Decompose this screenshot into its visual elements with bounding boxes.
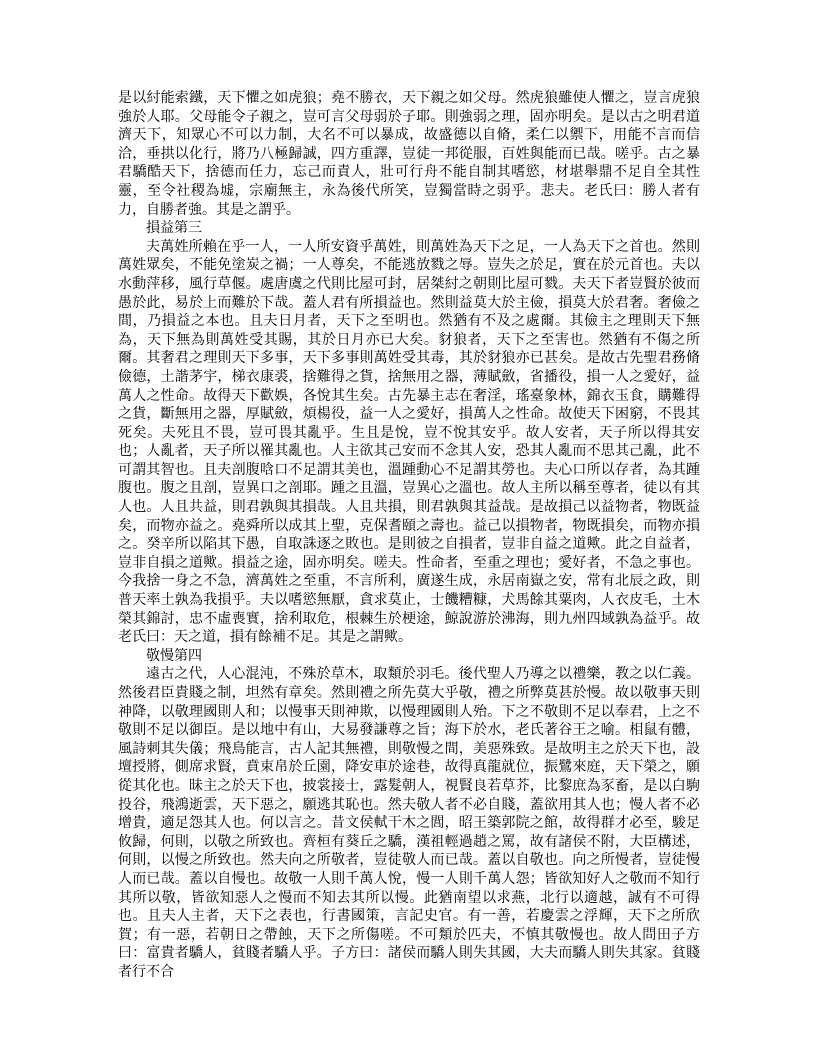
section-heading-sunyi-3: 損益第三 xyxy=(146,221,202,237)
paragraph-sunyi-3: 夫萬姓所賴在乎一人，一人所安資乎萬姓，則萬姓為天下之足，一人為天下之首也。然則萬姓眾矣，不能免塗炭之禍；一人尊矣，不能逃放戮之辱。豈失之於足，實在於元首也。夫以水動萍移，風行草偃。處唐虞之代則比屋可封，居桀紂之朝則比屋可戮。夫天下者豈賢於彼而愚於此，易於上而難於下哉。蓋人君有所損益也。然則益莫大於主儉，損莫大於君奢。奢儉之間，乃損益之本也。且夫日月者，天下之至明也。然猶有不及之處爾。其儉主之理則天下無為，天下無為則萬姓受其賜，其於日月亦已大矣。豺狼者，天下之至害也。然猶有不傷之所爾。其奢君之理則天下多事，天下多事則萬姓受其毒，其於豺狼亦已甚矣。是故古先聖君務脩儉德，土諧茅宇，梯衣康裘，捨難得之貨，捨無用之器，薄賦斂，省播役，損一人之愛好，益萬人之性命。故得天下歡娛，各悅其生矣。古先暴主志在奢淫，瑤臺象林，錦衣玉食，購難得之貨，斷無用之器，厚賦斂，煩楊役，益一人之愛好，損萬人之性命。故使天下困窮，不畏其死矣。夫死且不畏，豈可畏其亂乎。生且是悅，豈不悅其安乎。故人安者，天子所以得其安也；人亂者，天子所以罹其亂也。人主欲其己安而不念其人安，恐其人亂而不思其己亂，此不可謂其智也。且夫剖腹唅口不足謂其美也，溫踵動心不足謂其勞也。夫心口所以存者，為其踵腹也。腹之且剖，豈異口之剖耶。踵之且溫，豈異心之溫也。故人主所以稱至尊者，徒以有其人也。人且共益，則君孰與其損哉。人且共損，則君孰與其益哉。是故損己以益物者，物既益矣，而物亦益之。堯舜所以成其上聖，克保耆頤之壽也。益己以損物者，物既損矣，而物亦損之。癸辛所以陷其下愚，自取誅逐之敗也。是則彼之自損者，豈非自益之道歟。此之自益者，豈非自損之道歟。損益之途，固亦明矣。嗟夫。性命者，至重之理也；愛好者，不急之事也。今我捨一身之不急，濟萬姓之至重，不言所利，廣遂生成，永居南嶽之安，常有北辰之政，則普天率土孰為我損乎。夫以嗜慾無厭，貪求莫止，士饑糟糠，犬馬餘其粟肉，人衣皮毛，土木榮其錦討，忠不虛喪實，捨利取危，根棘生於梗途，鯨說游於沸海，則九州四域孰為益乎。故老氏曰：天之道，損有餘補不足。其是之謂歟。 xyxy=(118,239,700,646)
paragraph-jingman-4: 遠古之代，人心混沌，不殊於草木，取類於羽毛。後代聖人乃導之以禮樂，教之以仁義。然後君臣貴賤之制，坦然有章矣。然則禮之所先莫大乎敬，禮之所弊莫甚於慢。故以敬事天則神降，以敬理國則人和；以慢事天則神欺，以慢理國則人殆。下之不敬則不足以奉君，上之不敬則不足以御臣。是以地中有山，大易發謙尊之旨；海下於水，老氏著谷王之喻。相鼠有體，風詩刺其失儀；飛鳥能言，古人記其無禮，則敬慢之間，美惡殊致。是故明主之於天下也，設壇授將，側席求賢，賁束帛於丘園，降安車於途巷，故得真龍就位，振鷺來庭，天下榮之，願從其化也。昧主之於天下也，披裳接士，露髮朝人，視賢良若草芥，比黎庶為豕畜，是以白駒投谷，飛鴻逝雲，天下惡之，願逃其恥也。然夫敬人者不必自賤，蓋欲用其人也；慢人者不必增貴，適足怨其人也。何以言之。昔文侯軾干木之閭，昭王築郭院之館，故得群才必至，駿足攸歸，何則，以敬之所致也。齊桓有葵丘之驕，漢祖輕過趙之罵，故有諸侯不附，大臣構述，何則，以慢之所致也。然夫向之所敬者，豈徒敬人而已哉。蓋以自敬也。向之所慢者，豈徒慢人而已哉。蓋以自慢也。故敬一人則千萬人悅，慢一人則千萬人怨；皆欲知好人之敬而不知行其所以敬，皆欲知惡人之慢而不知去其所以慢。此猶南望以求燕，北行以適越，誠有不可得也。且夫人主者，天下之表也，行書國策，言記史官。有一善，若慶雲之浮輝，天下之所欣賀；有一惡，若朝日之帶蝕，天下之所傷嗟。不可類於匹夫，不慎其敬慢也。故人問田子方曰：富貴者驕人，貧賤者驕人乎。子方曰：諸侯而驕人則失其國，大夫而驕人則失其家。貧賤者行不合 xyxy=(118,667,700,980)
text-column xyxy=(118,90,700,983)
section-heading-jingman-4: 敬慢第四 xyxy=(146,648,202,664)
paragraph-continuation: 是以紂能索鐵，天下懼之如虎狼；堯不勝衣，天下親之如父母。然虎狼雖使人懼之，豈言虎狼強於人耶。父母能令子親之，豈可言父母弱於子耶。則強弱之理，固亦明矣。是以古之明君道濟天下，知眾心不可以力制，大名不可以暴成，故盛德以自脩，柔仁以禦下，用能不言而信洽，垂拱以化行，將乃八極歸誠，四方重譯，豈徒一邦從服，百姓與能而已哉。嗟乎。古之暴君驕酷天下，捨德而任力，忘己而責人，壯可行舟不能自制其嗜慾，材堪舉鼎不足自全其性靈，至令社稷為墟，宗廟無主，永為後代所笑，豈獨當時之弱乎。悲夫。老氏曰：勝人者有力，自勝者強。其是之謂乎。 xyxy=(118,91,700,218)
